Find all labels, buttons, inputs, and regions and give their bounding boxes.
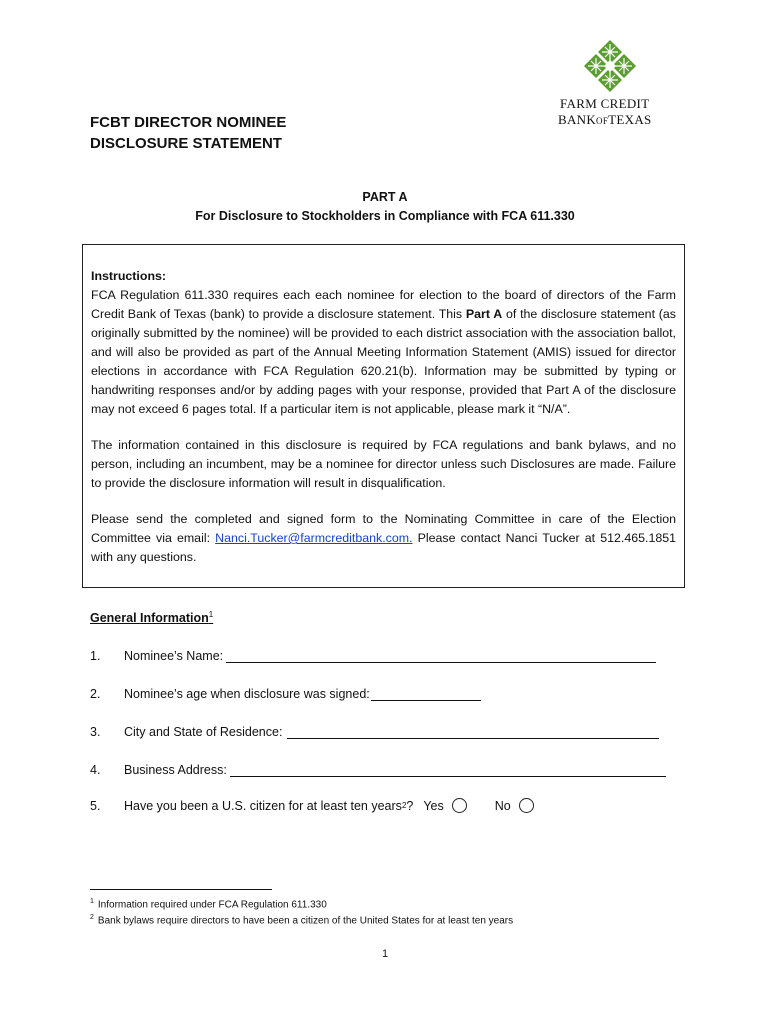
logo-word-texas: TEXAS (608, 112, 652, 127)
yes-label: Yes (423, 798, 444, 813)
question-label: Have you been a U.S. citizen for at least ten years (124, 798, 402, 813)
question-number: 4. (90, 763, 101, 777)
page-number: 1 (381, 948, 389, 960)
instructions-p1-text-b: of the disclosure statement (as originally submitted by the nominee) will be provided to each district association with the association ballot, and will also be provided as part of the Annual Meeting Information Statement (AMIS) issued for director elections in accordance with FCA Regulation 620.21(b). Information may be submitted by typing or handwriting responses and/or by adding pages with your response, provided that Part A of the disclosure may not exceed 6 pages total. If a particular item is not applicable, please mark it “N/A”. (91, 307, 676, 416)
instructions-box (82, 244, 685, 588)
question-city-state (90, 724, 659, 739)
instructions-p1-text-a: FCA Regulation 611.330 requires each each nominee for election to the board of directors of the Farm Credit Bank of Texas (bank) to provide a disclosure statement. This (91, 288, 676, 321)
question-mark: ? (406, 798, 414, 813)
footnote-text-1: Information required under FCA Regulation 611.330 (97, 899, 327, 911)
footnote-1 (90, 898, 327, 910)
question-number: 1. (90, 649, 101, 663)
instructions-p3-text-b: Please contact Nanci Tucker at 512.465.1851 with any questions. (91, 531, 677, 564)
instructions-paragraph-1 (91, 267, 676, 419)
logo-word-of: OF (596, 116, 609, 126)
leaf-star-logo-icon (582, 38, 638, 94)
question-number: 2. (90, 687, 101, 701)
instructions-paragraph-3 (91, 510, 676, 567)
question-us-citizen (90, 798, 534, 813)
question-label: Nominee’s age when disclosure was signed: (124, 687, 370, 701)
general-information-label: General Information (90, 611, 209, 626)
footnote-divider (90, 889, 272, 890)
question-nominee-name (90, 648, 656, 663)
logo-word-bank: BANK (558, 112, 597, 127)
instructions-paragraph-2: The information contained in this disclosure is required by FCA regulations and bank bylaws, and no person, including an incumbent, may be a nominee for director unless such Disclosures are made. Failure to provide the disclosure information will result in disqualification. (91, 438, 676, 490)
footnote-mark-2: 2 (90, 914, 94, 921)
document-title (90, 112, 286, 154)
footnote-2 (90, 914, 513, 926)
question-label: Business Address: (124, 763, 227, 777)
title-line2: DISCLOSURE STATEMENT (90, 135, 282, 152)
logo-text-line2 (558, 112, 670, 128)
yes-radio[interactable] (452, 798, 467, 813)
no-label: No (494, 798, 511, 813)
footnote-text-2: Bank bylaws require directors to have been a citizen of the United States for at least ten years (97, 915, 514, 927)
question-label: Nominee’s Name: (124, 649, 224, 663)
farm-credit-bank-logo (560, 38, 670, 128)
footnote-ref-1: 1 (208, 610, 214, 619)
part-label: PART A (362, 190, 408, 204)
title-line1: FCBT DIRECTOR NOMINEE (90, 114, 287, 131)
nominee-age-field[interactable] (371, 686, 481, 701)
instructions-p3-text-a: Please send the completed and signed form to the Nominating Committee in care of the Election Committee via email: (91, 512, 676, 545)
no-radio[interactable] (519, 798, 534, 813)
contact-email-link[interactable]: Nanci.Tucker@farmcreditbank.com. (215, 531, 413, 545)
question-number: 3. (90, 725, 101, 739)
business-address-field[interactable] (230, 762, 666, 777)
instructions-label: Instructions: (91, 269, 167, 283)
part-heading (0, 188, 770, 226)
general-information-heading (90, 610, 213, 625)
footnote-ref-2: 2 (401, 801, 407, 810)
question-label: City and State of Residence: (124, 725, 283, 739)
footnote-mark-1: 1 (90, 898, 94, 905)
city-state-field[interactable] (287, 724, 659, 739)
logo-text-line1: FARM CREDIT (560, 96, 650, 111)
question-business-address (90, 762, 666, 777)
instructions-p1-bold: Part A (465, 307, 503, 321)
part-subtitle: For Disclosure to Stockholders in Compliance with FCA 611.330 (195, 209, 575, 223)
question-nominee-age (90, 686, 481, 701)
question-number: 5. (90, 798, 101, 813)
nominee-name-field[interactable] (226, 648, 656, 663)
